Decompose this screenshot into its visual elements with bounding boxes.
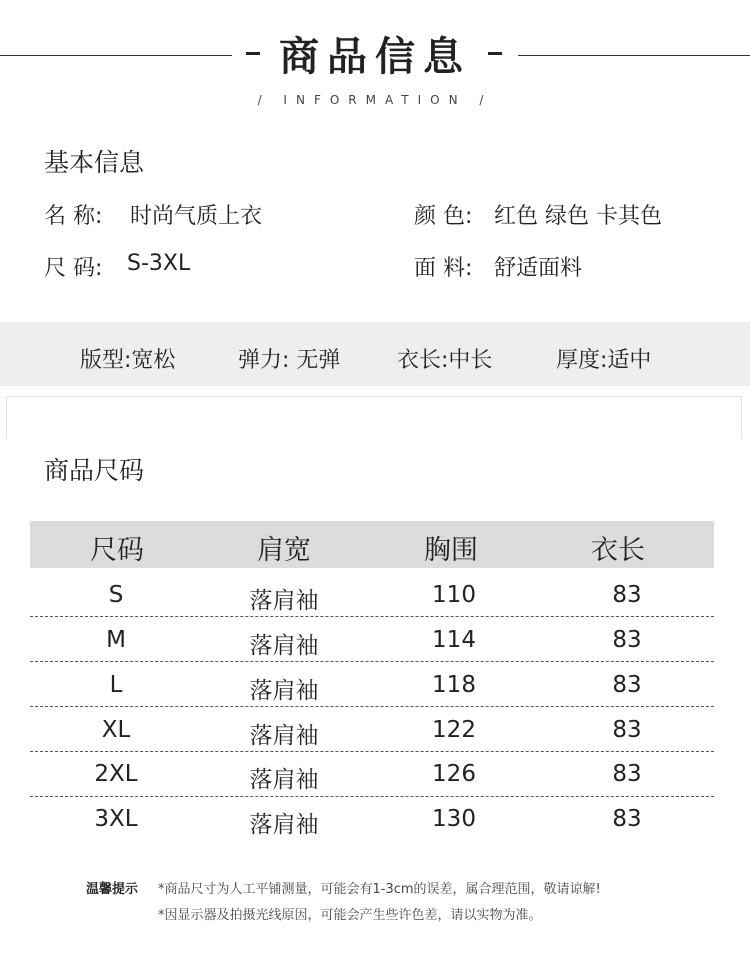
size-value: S-3XL — [127, 251, 191, 276]
table-cell: L — [109, 672, 123, 698]
size-chart-title: 商品尺码 — [44, 456, 145, 485]
length-attribute: 衣长:中长 — [397, 348, 493, 373]
stretch-attribute: 弹力: 无弹 — [238, 348, 341, 373]
table-cell: 114 — [432, 627, 476, 653]
color-value: 红色 绿色 卡其色 — [494, 204, 662, 229]
table-cell: 2XL — [94, 761, 138, 787]
section-frame — [6, 396, 742, 439]
table-cell: 83 — [612, 806, 642, 832]
row-divider — [30, 796, 714, 797]
basic-info-title: 基本信息 — [44, 148, 145, 177]
table-cell: 83 — [612, 672, 642, 698]
table-cell: 落肩袖 — [249, 678, 319, 704]
table-cell: S — [108, 582, 124, 608]
note-color-difference: *因显示器及拍摄光线原因，可能会产生些许色差，请以实物为准。 — [158, 908, 542, 923]
table-cell: 83 — [612, 582, 642, 608]
table-cell: 落肩袖 — [249, 812, 319, 838]
table-cell: 落肩袖 — [249, 588, 319, 614]
fabric-value: 舒适面料 — [494, 256, 583, 281]
row-divider — [30, 706, 714, 707]
table-cell: 落肩袖 — [249, 767, 319, 793]
table-cell: 3XL — [94, 806, 138, 832]
table-cell: 83 — [612, 627, 642, 653]
row-divider — [30, 751, 714, 752]
table-cell: XL — [101, 717, 131, 743]
fabric-label: 面 料: — [414, 256, 473, 281]
color-label: 颜 色: — [414, 204, 473, 229]
table-cell: 126 — [432, 761, 476, 787]
column-header-shoulder: 肩宽 — [257, 535, 311, 566]
fit-attribute: 版型:宽松 — [80, 348, 176, 373]
table-cell: 122 — [432, 717, 476, 743]
table-cell: M — [106, 627, 126, 653]
page-title: 商品信息 — [279, 34, 471, 80]
thickness-attribute: 厚度:适中 — [556, 348, 652, 373]
name-value: 时尚气质上衣 — [130, 204, 263, 229]
name-label: 名 称: — [44, 204, 103, 229]
table-cell: 落肩袖 — [249, 633, 319, 659]
table-cell: 110 — [432, 582, 476, 608]
column-header-chest: 胸围 — [424, 535, 478, 566]
header-divider-right — [518, 55, 750, 56]
table-cell: 130 — [432, 806, 476, 832]
table-cell: 83 — [612, 761, 642, 787]
table-cell: 落肩袖 — [249, 723, 319, 749]
notes-heading: 温馨提示 — [86, 882, 139, 897]
column-header-size: 尺码 — [90, 535, 144, 566]
row-divider — [30, 661, 714, 662]
header-dash-right — [488, 52, 502, 55]
page-subtitle: / INFORMATION / — [257, 93, 493, 107]
table-cell: 118 — [432, 672, 476, 698]
size-label: 尺 码: — [44, 256, 103, 281]
note-measurement: *商品尺寸为人工平铺测量，可能会有1-3cm的误差，属合理范围，敬请谅解! — [158, 882, 601, 897]
table-cell: 83 — [612, 717, 642, 743]
column-header-length: 衣长 — [591, 535, 645, 566]
row-divider — [30, 616, 714, 617]
